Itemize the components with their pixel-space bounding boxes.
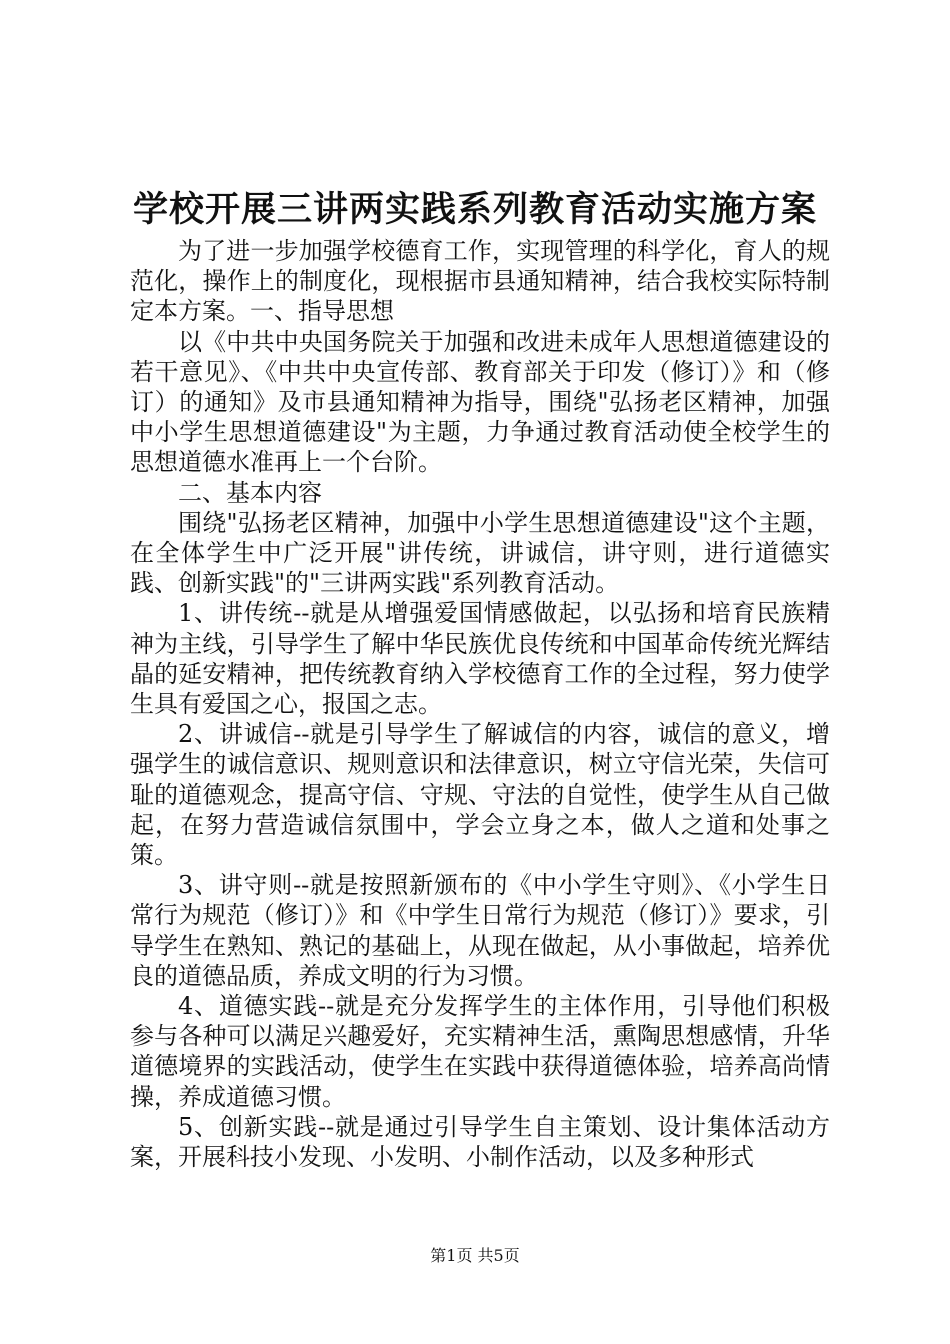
paragraph-intro: 为了进一步加强学校德育工作，实现管理的科学化，育人的规范化，操作上的制度化，现根据市县通知精神，结合我校实际特制定本方案。一、指导思想 (130, 237, 830, 326)
document-title: 学校开展三讲两实践系列教育活动实施方案 (132, 189, 817, 230)
paragraph-item-1: 1、讲传统--就是从增强爱国情感做起，以弘扬和培育民族精神为主线，引导学生了解中华民族优良传统和中国革命传统光辉结晶的延安精神，把传统教育纳入学校德育工作的全过程，努力使学生具有爱国之心，报国之志。 (130, 599, 830, 719)
paragraph-item-5: 5、创新实践--就是通过引导学生自主策划、设计集体活动方案，开展科技小发现、小发明、小制作活动，以及多种形式 (130, 1112, 830, 1172)
document-body (130, 236, 830, 1172)
paragraph-item-3: 3、讲守则--就是按照新颁布的《中小学生守则》、《小学生日常行为规范（修订）》和《中学生日常行为规范（修订）》要求，引导学生在熟知、熟记的基础上，从现在做起，从小事做起，培养优良的道德品质，养成文明的行为习惯。 (130, 871, 830, 990)
section-heading-basic-content: 二、基本内容 (178, 478, 322, 507)
paragraph-item-2: 2、讲诚信--就是引导学生了解诚信的内容，诚信的意义，增强学生的诚信意识、规则意识和法律意识，树立守信光荣，失信可耻的道德观念，提高守信、守规、守法的自觉性，使学生从自己做起，在努力营造诚信氛围中，学会立身之本，做人之道和处事之策。 (130, 720, 830, 870)
page-footer: 第1页 共5页 (430, 1246, 520, 1265)
paragraph-guiding-ideology: 以《中共中央国务院关于加强和改进未成年人思想道德建设的若干意见》、《中共中央宣传部、教育部关于印发（修订）》和（修订）的通知》及市县通知精神为指导，围绕"弘扬老区精神，加强中小学生思想道德建设"为主题，力争通过教育活动使全校学生的思想道德水准再上一个台阶。 (130, 327, 830, 477)
paragraph-item-4: 4、道德实践--就是充分发挥学生的主体作用，引导他们积极参与各种可以满足兴趣爱好，充实精神生活，熏陶思想感情，升华道德境界的实践活动，使学生在实践中获得道德体验，培养高尚情操，养成道德习惯。 (130, 992, 830, 1111)
paragraph-theme: 围绕"弘扬老区精神，加强中小学生思想道德建设"这个主题，在全体学生中广泛开展"讲传统，讲诚信，讲守则，进行道德实践、创新实践"的"三讲两实践"系列教育活动。 (130, 508, 830, 598)
